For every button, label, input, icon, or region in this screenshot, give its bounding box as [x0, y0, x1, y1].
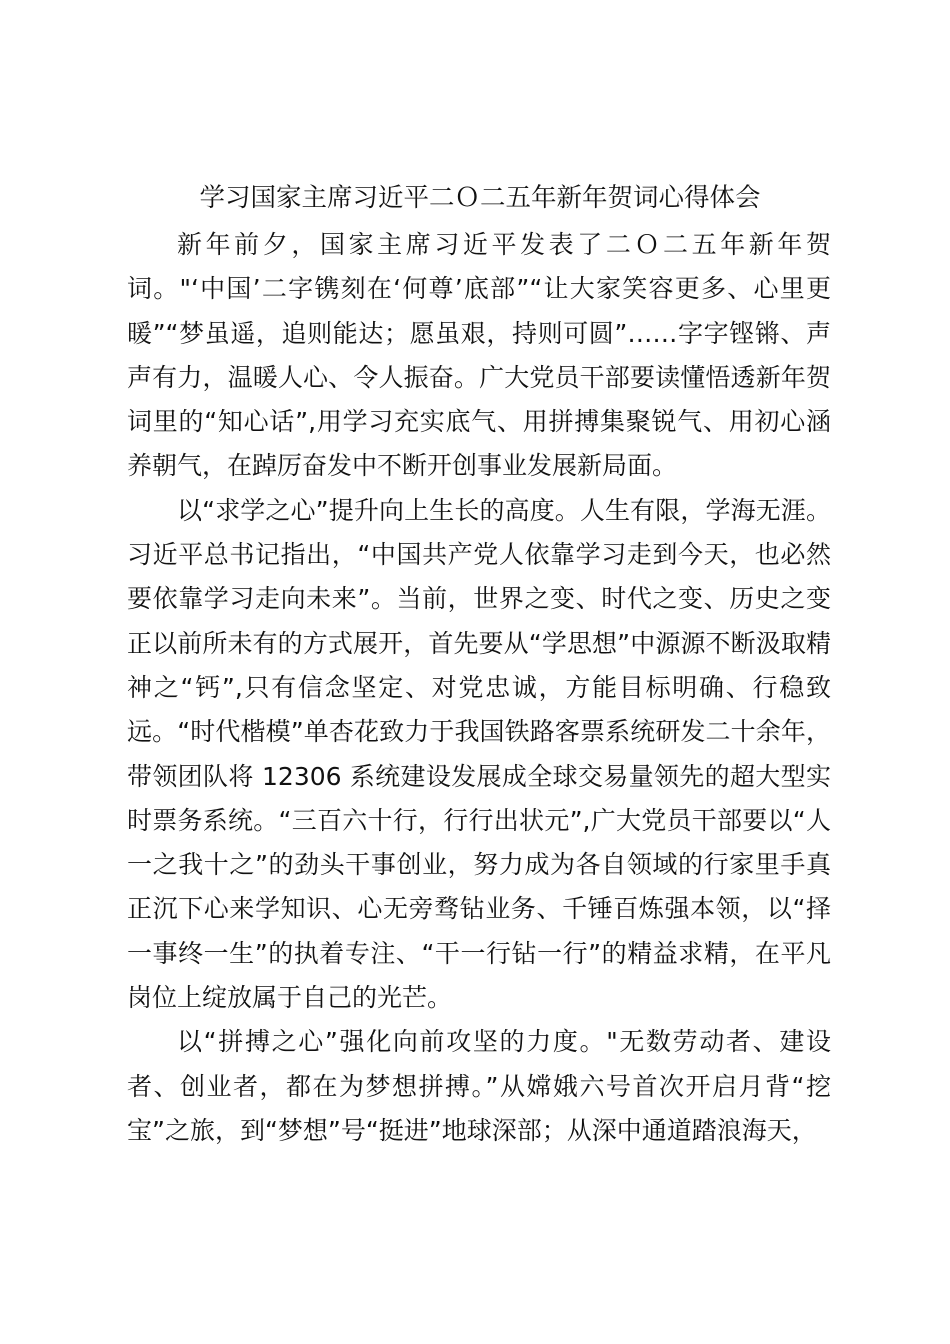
document-body [127, 223, 831, 1153]
paragraph-striving: 以“拼搏之心”强化向前攻坚的力度。"无数劳动者、建设者、创业者，都在为梦想拼搏。”从嫦娥六号首次开启月背“挖宝”之旅，到“梦想”号“挺进”地球深部；从深中通道踏浪海天， [127, 1027, 831, 1145]
paragraph-learning: 以“求学之心”提升向上生长的高度。人生有限，学海无涯。习近平总书记指出，“中国共产党人依靠学习走到今天，也必然要依靠学习走向未来”。当前，世界之变、时代之变、历史之变正以前所未有的方式展开，首先要从“学思想”中源源不断汲取精神之“钙”,只有信念坚定、对党忠诚，方能目标明确、行稳致远。“时代楷模”单杏花致力于我国铁路客票系统研发二十余年，带领团队将 12306 系统建设发展成全球交易量领先的超大型实时票务系统。“三百六十行，行行出状元”,广大党员干部要以“人一之我十之”的劲头干事创业，努力成为各自领域的行家里手真正沉下心来学知识、心无旁骛钻业务、千锤百炼强本领，以“择一事终一生”的执着专注、“干一行钻一行”的精益求精，在平凡岗位上绽放属于自己的光芒。 [127, 495, 831, 1013]
document-title: 学习国家主席习近平二Ｏ二五年新年贺词心得体会 [199, 183, 761, 213]
paragraph-intro: 新年前夕，国家主席习近平发表了二Ｏ二五年新年贺词。"‘中国’二字镌刻在‘何尊’底部”“让大家笑容更多、心里更暖”“梦虽遥，追则能达；愿虽艰，持则可圆”……字字铿锵、声声有力，温暖人心、令人振奋。广大党员干部要读懂悟透新年贺词里的“知心话”,用学习充实底气、用拼搏集聚锐气、用初心涵养朝气，在踔厉奋发中不断开创事业发展新局面。 [127, 230, 831, 481]
